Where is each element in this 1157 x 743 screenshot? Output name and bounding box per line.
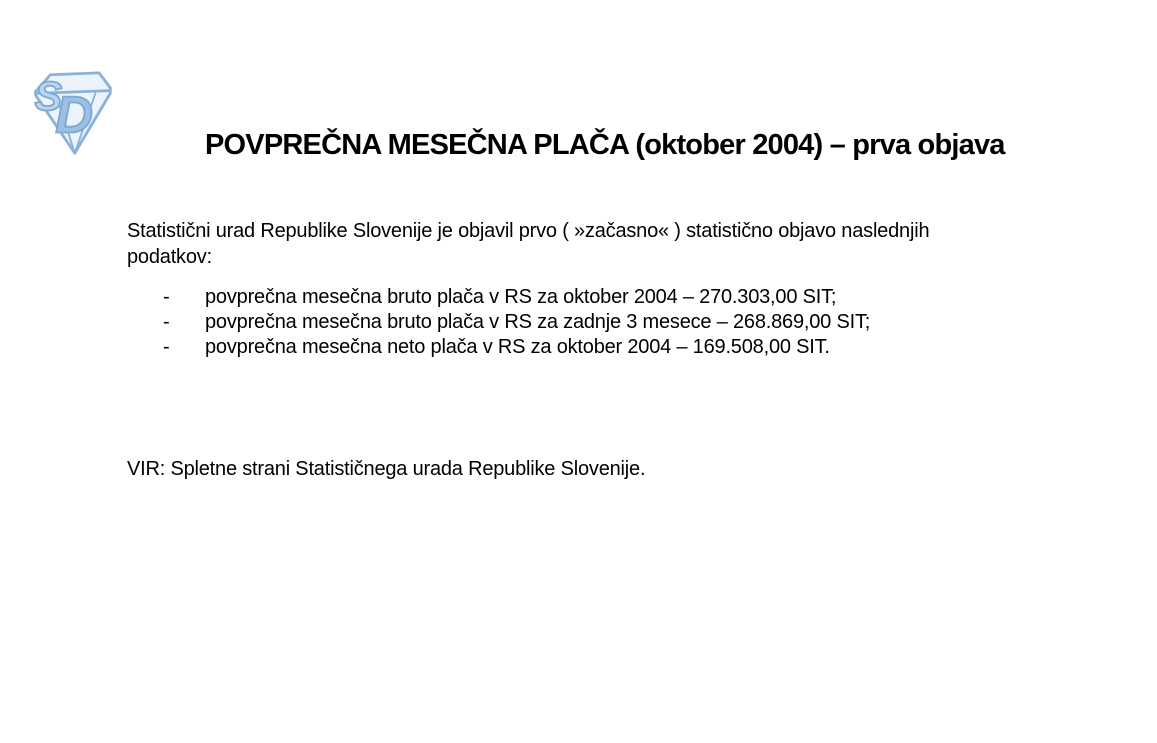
page-title: POVPREČNA MESEČNA PLAČA (oktober 2004) – prva objava bbox=[205, 129, 1005, 162]
list-item-text: povprečna mesečna bruto plača v RS za zadnje 3 mesece – 268.869,00 SIT; bbox=[205, 311, 871, 333]
list-item bbox=[163, 285, 870, 310]
sd-diamond-logo-icon bbox=[30, 68, 114, 158]
bullet-dash: - bbox=[163, 336, 170, 358]
list-item-text: povprečna mesečna bruto plača v RS za oktober 2004 – 270.303,00 SIT; bbox=[205, 286, 837, 308]
bullet-dash: - bbox=[163, 311, 170, 333]
salary-bullet-list bbox=[163, 285, 870, 360]
intro-paragraph: Statistični urad Republike Slovenije je objavil prvo ( »začasno« ) statistično objavo naslednjih podatkov: bbox=[127, 220, 930, 268]
bullet-dash: - bbox=[163, 286, 170, 308]
list-item-text: povprečna mesečna neto plača v RS za oktober 2004 – 169.508,00 SIT. bbox=[205, 336, 830, 358]
source-line: VIR: Spletne strani Statističnega urada Republike Slovenije. bbox=[127, 458, 646, 480]
logo-letter-d: D bbox=[55, 86, 93, 145]
logo-letter-s: S bbox=[34, 73, 63, 120]
list-item bbox=[163, 335, 870, 360]
list-item bbox=[163, 310, 870, 335]
